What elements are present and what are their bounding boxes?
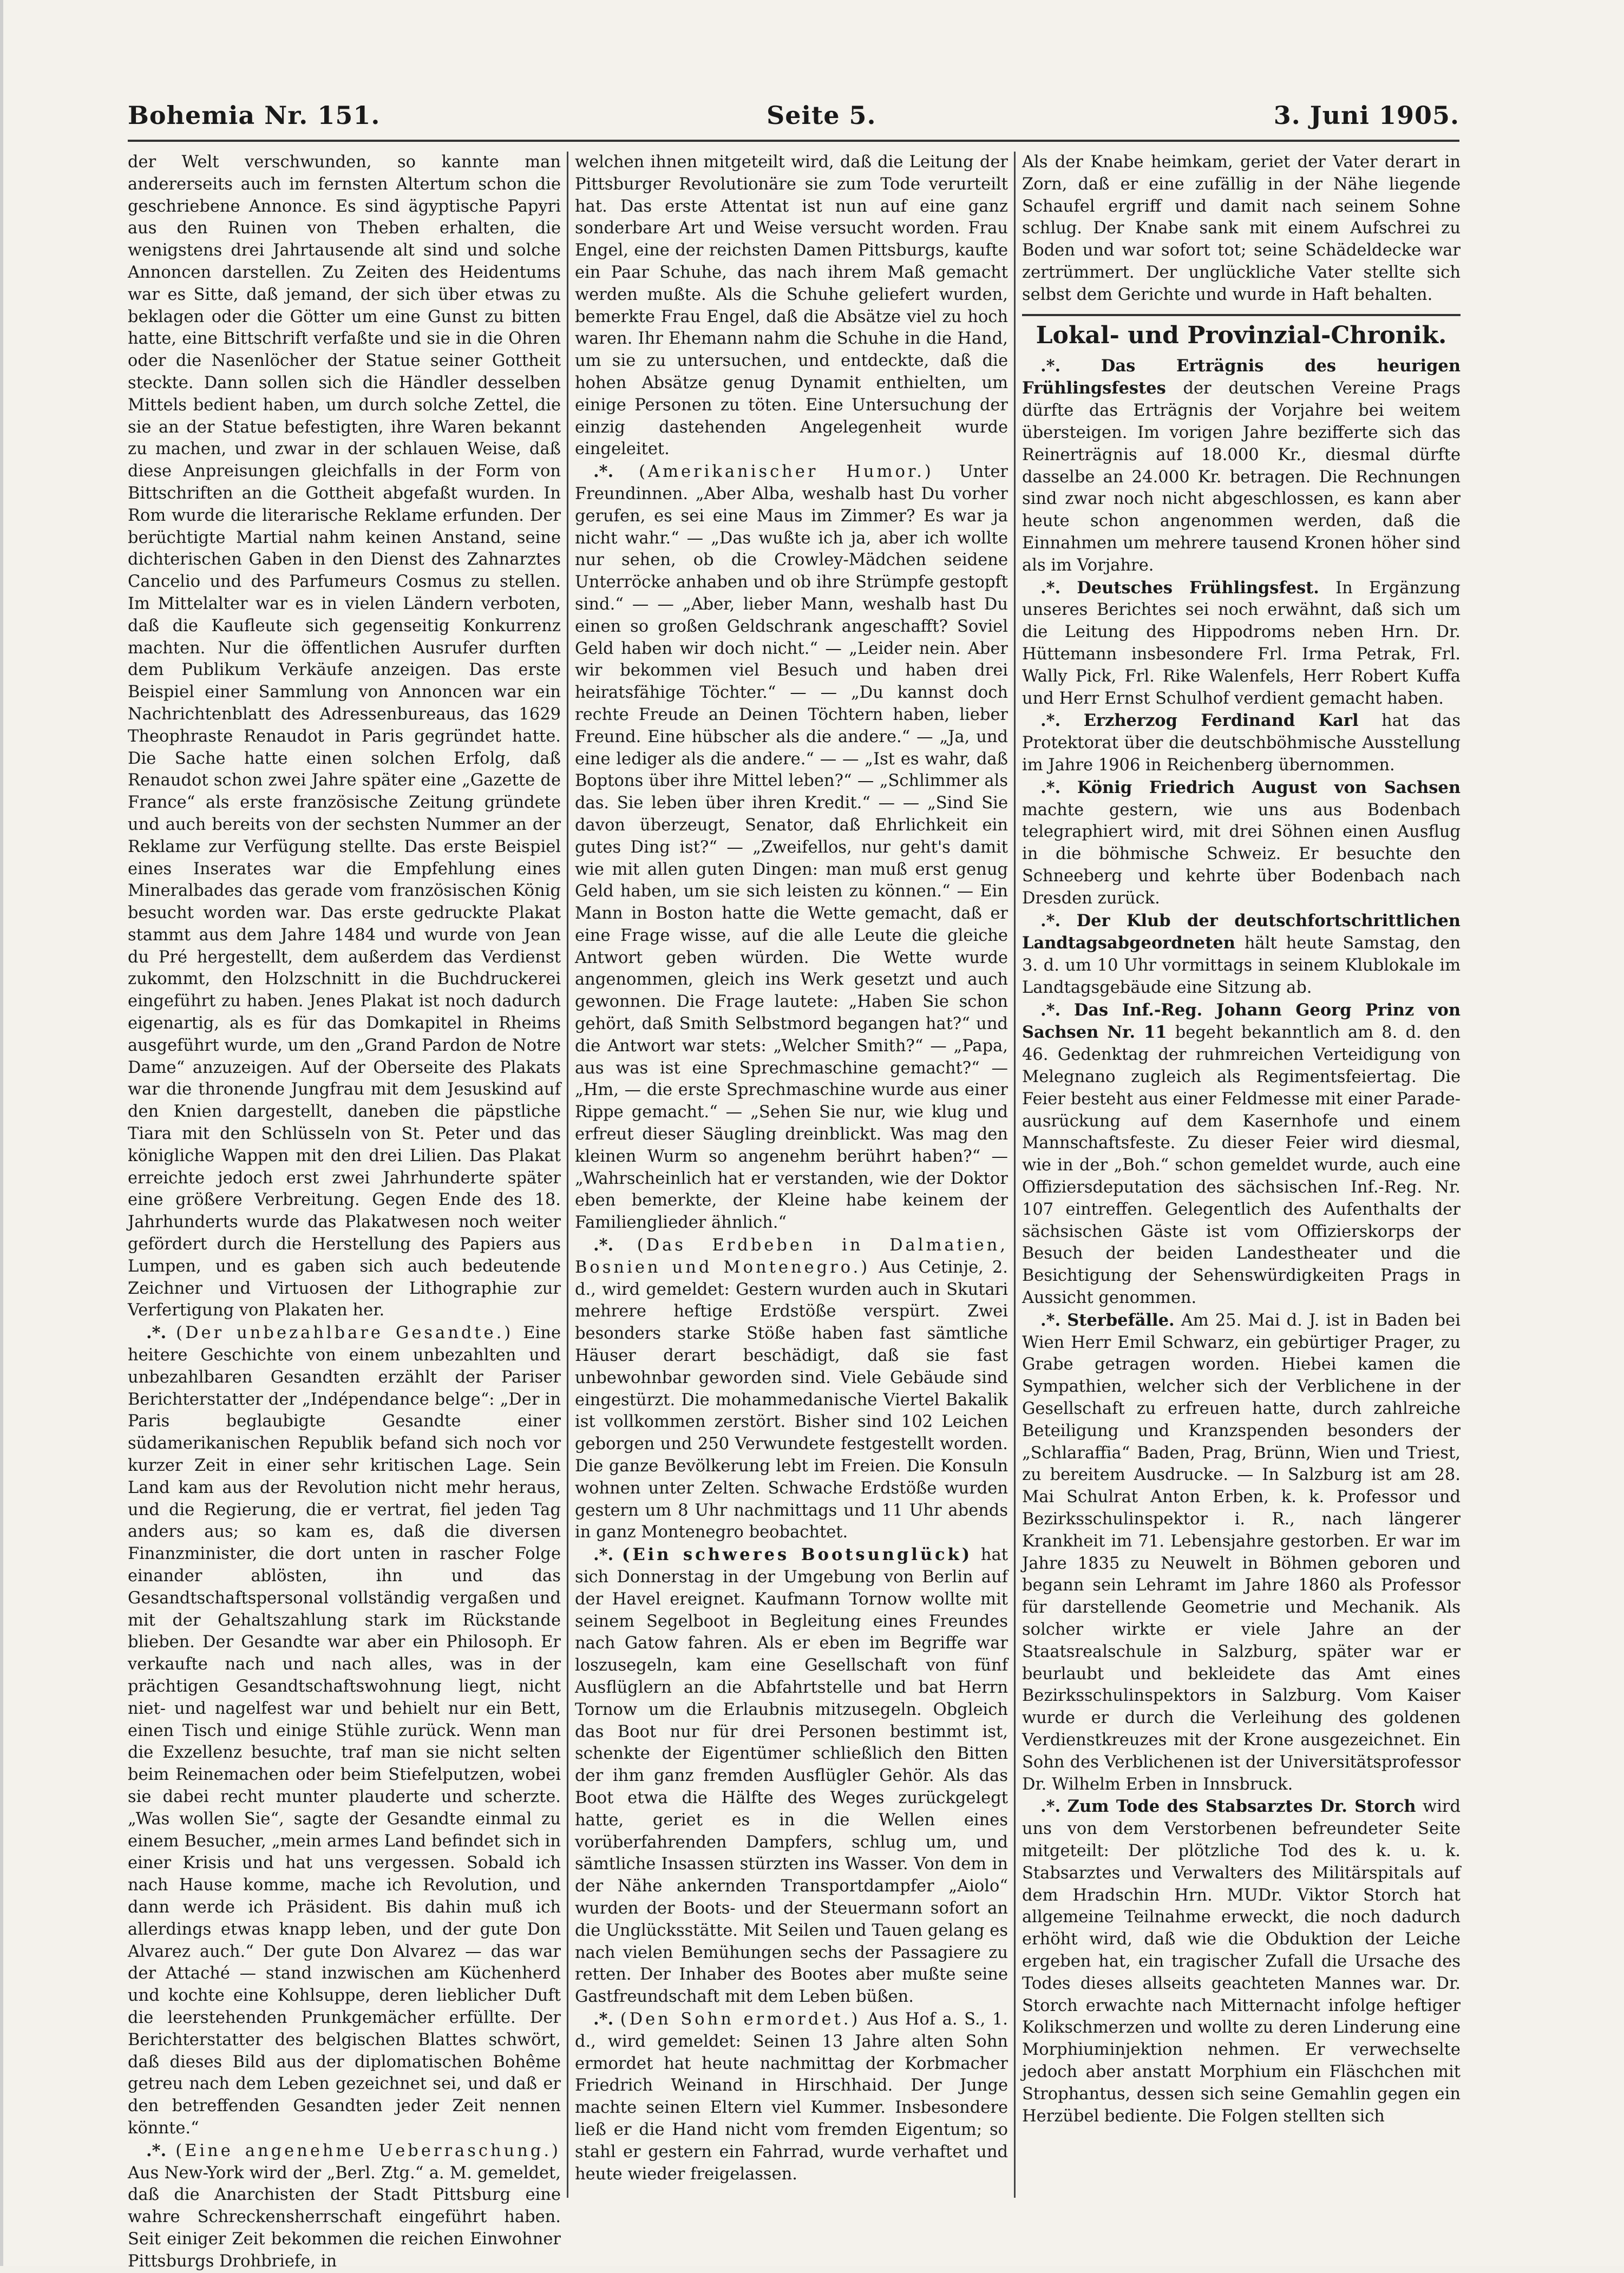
article: .*. (Den Sohn ermordet.) Aus Hof a. S., 1. d., wird gemeldet: Seinen 13 Jahre alten Sohn ermordet hat heute nachmittag der Korbmacher Friedrich Weinand in Hirschhaid. Der Junge machte seinen Eltern viel Kummer. Insbesondere ließ er die Hand nicht vom fremden Eigentum; so stahl er gestern ein Fahrrad, wurde verhaftet und heute wieder freigelassen. <box>575 2009 1008 2184</box>
article: .*. Der Klub der deutschfortschrittlichen Landtagsabgeordneten hält heute Samstag, den 3. d. um 10 Uhr vormittags in seinem Klublokale im Landtagsgebäude eine Sitzung ab. <box>1022 910 1461 997</box>
article-text: der deutschen Vereine Prags dürfte das Erträgnis der Vorjahre bei weitem übersteigen. Im vorigen Jahre bezifferte sich das Reinerträgnis auf 18.000 Kr., diesmal dürfte dasselbe an 24.000 Kr. betragen. Die Rechnungen sind zwar noch nicht abgeschlossen, es kann aber heute schon angenommen werden, daß die Einnahmen um mehrere tausend Kronen höher sind als im Vorjahre. <box>1022 379 1461 575</box>
article-heading: Das Erträgnis des heurigen Frühlingsfestes <box>1022 356 1461 398</box>
article: .*. Das Erträgnis des heurigen Frühlingsfestes der deutschen Vereine Prags dürfte das Erträgnis der Vorjahre bei weitem übersteigen. Im vorigen Jahre bezifferte sich das Reinerträgnis auf 18.000 Kr., diesmal dürfte dasselbe an 24.000 Kr. betragen. Die Rechnungen sind zwar noch nicht abgeschlossen, es kann aber heute schon angenommen werden, daß die Einnahmen um mehrere tausend Kronen höher sind als im Vorjahre. <box>1022 356 1461 575</box>
article-heading: Sterbefälle. <box>1067 1310 1175 1330</box>
header-rule <box>128 140 1459 142</box>
article-text: Am 25. Mai d. J. ist in Baden bei Wien Herr Emil Schwarz, ein gebürtiger Prager, zu Grabe getragen worden. Hiebei kamen die Sympathien, welcher sich der Verblichene in der Gesellschaft zu erfreuen hatte, durch zahlreiche Beteiligung und Kranzspenden besonders der „Schlaraffia“ Baden, Prag, Brünn, Wien und Triest, zu bereitem Ausdrucke. — In Salzburg ist am 28. Mai Schulrat Anton Erben, k. k. Professor und Bezirksschulinspektor i. R., nach längerer Krankheit im 71. Lebensjahre gestorben. Er war im Jahre 1835 zu Neuwelt in Böhmen geboren und begann sein Lehramt im Jahre 1860 als Professor für darstellende Geometrie und Mechanik. Als solcher wirkte er viele Jahre an der Staatsrealschule in Salzburg, später war er beurlaubt und bekleidete das Amt eines Bezirksschulinspektors in Salzburg. Vom Kaiser wurde er durch die Verleihung des goldenen Verdienstkreuzes mit der Krone ausgezeichnet. Ein Sohn des Verblichenen ist der Universitätsprofessor Dr. Wilhelm Erben in Innsbruck. <box>1022 1311 1461 1794</box>
article: .*. Erzherzog Ferdinand Karl hat das Protektorat über die deutschböhmische Ausstellung im Jahre 1906 in Reichenberg übernommen. <box>1022 711 1461 775</box>
article: .*. (Der unbezahlbare Gesandte.) Eine heitere Geschichte von einem unbezahlten und unbezahlbaren Gesandten erzählt der Pariser Berichterstatter der „Indépendance belge“: „Der in Paris beglaubigte Gesandte einer südamerikanischen Republik befand sich noch vor kurzer Zeit in einer sehr kritischen Lage. Sein Land kam aus der Revolution nicht mehr heraus, und die Regierung, die er vertrat, fiel jeden Tag anders aus; so kam es, daß die diversen Finanzminister, die dort unten in rascher Folge einander ablösten, ihn und das Gesandtschaftspersonal vollständig vergaßen und mit der Gehaltszahlung stark im Rückstande blieben. Der Gesandte war aber ein Philosoph. Er verkaufte nach und nach alles, was in der prächtigen Gesandtschaftswohnung liegt, nicht niet- und nagelfest war und behielt nur ein Bett, einen Tisch und einige Stühle zurück. Wenn man die Exzellenz besuchte, traf man sie nicht selten beim Reinemachen oder beim Stiefelputzen, wobei sie dabei recht munter plauderte und scherzte. „Was wollen Sie“, sagte der Gesandte einmal zu einem Besucher, „mein armes Land befindet sich in einer Krisis und hat uns vergessen. Sobald ich nach Hause komme, mache ich Revolution, und dann werde ich Präsident. Bis dahin muß ich allerdings etwas knapp leben, und der gute Don Alvarez auch.“ Der gute Don Alvarez — das war der Attaché — stand inzwischen am Küchenherd und kochte eine Kohlsuppe, deren lieblicher Duft die leerstehenden Prunkgemächer erfüllte. Der Berichterstatter des belgischen Blattes schwört, daß dieses Bild aus der diplomatischen Bohême getreu nach dem Leben gezeichnet sei, und daß er den betreffenden Gesandten jeder Zeit nennen könnte.“ <box>128 1323 561 2138</box>
article-heading: Der Klub der deutschfortschrittlichen Landtagsabgeordneten <box>1022 910 1461 953</box>
column-1 <box>128 152 561 2271</box>
article-text: begeht bekanntlich am 8. d. den 46. Gedenktag der ruhmreichen Verteidigung von Melegnano zugleich als Regimentsfeiertag. Die Feier besteht aus einer Feldmesse mit einer Parade-ausrückung auf dem Kasernhofe und einem Mannschaftsfeste. Zu dieser Feier wird diesmal, wie in der „Boh.“ schon gemeldet wurde, auch eine Offiziersdeputation des sächsischen Inf.-Reg. Nr. 107 eintreffen. Gelegentlich des Aufenthalts der sächsischen Gäste ist vom Offizierskorps der Besuch der beiden Landestheater und die Besichtigung der Sehenswürdigkeiten Prags in Aussicht genommen. <box>1022 1023 1461 1308</box>
issue-date: 3. Juni 1905. <box>1273 101 1459 130</box>
article-text: der Welt verschwunden, so kannte man andererseits auch im fernsten Altertum schon die geschriebene Annonce. Es sind ägyptische Papyri aus den Ruinen von Theben erhalten, die wenigstens drei Jahrtausende alt sind und solche Annoncen darstellen. Zu Zeiten des Heidentums war es Sitte, daß jemand, der sich über etwas zu beklagen oder die Götter um eine Gunst zu bitten hatte, eine Bittschrift verfaßte und sie in die Ohren oder die Nasenlöcher der Statue seiner Gottheit steckte. Dann sollen sich die Händler desselben Mittels bedient haben, um durch solche Zettel, die sie an der Statue befestigten, ihre Waren bekannt zu machen, und zwar in der schlauen Weise, daß diese Anpreisungen gleichfalls in der Form von Bittschriften an die Gottheit abgefaßt wurden. In Rom wurde die literarische Reklame erfunden. Der berüchtigte Martial nahm keinen Anstand, seine dichterischen Gaben in den Dienst des Zahnarztes Cancelio und des Parfumeurs Cosmus zu stellen. Im Mittelalter war es in vielen Ländern verboten, daß die Kaufleute sich gegenseitig Konkurrenz machten. Nur die öffentlichen Ausrufer durften dem Publikum Verkäufe anzeigen. Das erste Beispiel einer Sammlung von Annoncen war ein Nachrichtenblatt des Adressenbureaus, das 1629 Theophraste Renaudot in Paris gegründet hatte. Die Sache hatte einen solchen Erfolg, daß Renaudot schon zwei Jahre später eine „Gazette de France“ als erste französische Zeitung gründete und auch bereits von der sechsten Nummer an der Reklame zur Verfügung stellte. Das erste Beispiel eines Inserates war die Empfehlung eines Mineralbades das gerade vom französischen König besucht worden war. Das erste gedruckte Plakat stammt aus dem Jahre 1484 und wurde von Jean du Pré hergestellt, dem außerdem das Verdienst zukommt, den Holzschnitt in die Buchdruckerei eingeführt zu haben. Jenes Plakat ist noch dadurch eigenartig, als es für das Domkapitel in Rheims ausgeführt wurde, um den „Grand Pardon de Notre Dame“ anzuzeigen. Auf der Oberseite des Plakats war die thronende Jungfrau mit dem Jesuskind auf den Knien dargestellt, daneben die päpstliche Tiara mit den Schlüsseln von St. Peter und das königliche Wappen mit den drei Lilien. Das Plakat erreichte jedoch erst zwei Jahrhunderte später eine größere Verbreitung. Gegen Ende des 18. Jahrhunderts wurde das Plakatwesen noch weiter gefördert durch die Herstellung des Papiers aus Lumpen, und es gaben sich auch bedeutende Zeichner und Virtuosen der Lithographie zur Verfertigung von Plakaten her. <box>128 153 561 1320</box>
page-header <box>128 101 1459 141</box>
section-heading: Lokal- und Provinzial-Chronik. <box>1022 314 1461 351</box>
article: .*. (Amerikanischer Humor.) Unter Freundinnen. „Aber Alba, weshalb hast Du vorher gerufen, es sei eine Maus im Zimmer? Es war ja nicht wahr.“ — „Das wußte ich ja, aber ich wollte nur sehen, ob die Crowley-Mädchen seidene Unterröcke anhaben und ob ihre Strümpfe gestopft sind.“ — — „Aber, lieber Mann, weshalb hast Du einen so großen Geldschrank angeschafft? Soviel Geld haben wir doch nicht.“ — „Leider nein. Aber wir bekommen viel Besuch und haben drei heiratsfähige Töchter.“ — — „Du kannst doch rechte Freude an Deinen Töchtern haben, lieber Freund. Eine hübscher als die andere.“ — „Ja, und eine lediger als die andere.“ — — „Ist es wahr, daß Boptons über ihre Mittel leben?“ — „Schlimmer als das. Sie leben über ihren Kredit.“ — — „Sind Sie davon überzeugt, Senator, daß Ehrlichkeit ein gutes Ding ist?“ — „Zweifellos, nur geht's damit wie mit allen guten Dingen: man muß erst genug Geld haben, um sie sich leisten zu können.“ — Ein Mann in Boston hatte die Wette gemacht, daß er eine Frage wisse, auf die alle Leute die gleiche Antwort geben würden. Die Wette wurde angenommen, gleich ins Werk gesetzt und auch gewonnen. Die Frage lautete: „Haben Sie schon gehört, daß Smith Selbstmord begangen hat?“ und die Antwort war stets: „Welcher Smith?“ — „Papa, aus was ist eine Sprechmaschine gemacht?“ — „Hm, — die erste Sprechmaschine wurde aus einer Rippe gemacht.“ — „Sehen Sie nur, wie klug und erfreut dieser Säugling dreinblickt. Was mag den kleinen Wurm so angenehm berührt haben?“ — „Wahrscheinlich hat er verstanden, wie der Doktor eben bemerkte, der Kleine habe keinem der Familienglieder ähnlich.“ <box>575 462 1008 1233</box>
article-heading: Erzherzog Ferdinand Karl <box>1083 711 1359 731</box>
article-heading: (Amerikanischer Humor.) <box>639 462 934 482</box>
article-text: Als der Knabe heimkam, geriet der Vater derart in Zorn, daß er eine zufällig in der Nähe liegende Schaufel ergriff und damit nach seinem Sohne schlug. Der Knabe sank mit einem Aufschrei zu Boden und war sofort tot; seine Schädeldecke war zertrümmert. Der unglückliche Vater stellte sich selbst dem Gerichte und wurde in Haft behalten. <box>1022 153 1461 304</box>
article-heading: (Der unbezahlbare Gesandte.) <box>176 1324 514 1343</box>
article: .*. Deutsches Frühlingsfest. In Ergänzung unseres Berichtes sei noch erwähnt, daß sich um die Leitung des Hippodroms neben Hrn. Dr. Hüttemann insbesondere Frl. Irma Petrak, Frl. Wally Pick, Frl. Rike Walenfels, Herr Robert Kuffa und Herr Ernst Schulhof verdient gemacht haben. <box>1022 578 1461 708</box>
article-heading: (Ein schweres Bootsunglück) <box>621 1545 973 1565</box>
article-text: Aus Cetinje, 2. d., wird gemeldet: Gestern wurden auch in Skutari mehrere heftige Erdstöße verspürt. Zwei besonders starke Stöße haben fast sämtliche Häuser derart beschädigt, daß sie fast unbewohnbar geworden sind. Viele Gebäude sind eingestürzt. Die mohammedanische Viertel Bakalik ist vollkommen zerstört. Bisher sind 102 Leichen geborgen und 250 Verwundete festgestellt worden. Die ganze Bevölkerung lebt im Freien. Die Konsuln wohnen unter Zelten. Schwache Erdstöße wurden gestern um 8 Uhr nachmittags und 11 Uhr abends in ganz Montenegro beobachtet. <box>575 1257 1008 1542</box>
article: .*. Das Inf.-Reg. Johann Georg Prinz von Sachsen Nr. 11 begeht bekanntlich am 8. d. den 46. Gedenktag der ruhmreichen Verteidigung von Melegnano zugleich als Regimentsfeiertag. Die Feier besteht aus einer Feldmesse mit einer Parade-ausrückung auf dem Kasernhofe und einem Mannschaftsfeste. Zu dieser Feier wird diesmal, wie in der „Boh.“ schon gemeldet wurde, auch eine Offiziersdeputation des sächsischen Inf.-Reg. Nr. 107 eintreffen. Gelegentlich des Aufenthalts der sächsischen Gäste ist vom Offizierskorps der Besuch der beiden Landestheater und die Besichtigung der Sehenswürdigkeiten Prags in Aussicht genommen. <box>1022 1000 1461 1308</box>
article-text: hat das Protektorat über die deutschböhmische Ausstellung im Jahre 1906 in Reichenberg übernommen. <box>1022 711 1461 775</box>
article-text: Eine heitere Geschichte von einem unbezahlten und unbezahlbaren Gesandten erzählt der Pariser Berichterstatter der „Indépendance belge“: „Der in Paris beglaubigte Gesandte einer südamerikanischen Republik befand sich noch vor kurzer Zeit in einer sehr kritischen Lage. Sein Land kam aus der Revolution nicht mehr heraus, und die Regierung, die er vertrat, fiel jeden Tag anders aus; so kam es, daß die diversen Finanzminister, die dort unten in rascher Folge einander ablösten, ihn und das Gesandtschaftspersonal vollständig vergaßen und mit der Gehaltszahlung stark im Rückstande blieben. Der Gesandte war aber ein Philosoph. Er verkaufte nach und nach alles, was in der prächtigen Gesandtschaftswohnung liegt, nicht niet- und nagelfest war und behielt nur ein Bett, einen Tisch und einige Stühle zurück. Wenn man die Exzellenz besuchte, traf man sie nicht selten beim Reinemachen oder beim Stiefelputzen, wobei sie dabei recht munter plauderte und scherzte. „Was wollen Sie“, sagte der Gesandte einmal zu einem Besucher, „mein armes Land befindet sich in einer Krisis und hat uns vergessen. Sobald ich nach Hause komme, mache ich Revolution, und dann werde ich Präsident. Bis dahin muß ich allerdings etwas knapp leben, und der gute Don Alvarez auch.“ Der gute Don Alvarez — das war der Attaché — stand inzwischen am Küchenherd und kochte eine Kohlsuppe, deren lieblicher Duft die leerstehenden Prunkgemächer erfüllte. Der Berichterstatter des belgischen Blattes schwört, daß dieses Bild aus der diplomatischen Bohême getreu nach dem Leben gezeichnet sei, und daß er den betreffenden Gesandten jeder Zeit nennen könnte.“ <box>128 1324 561 2138</box>
article: .*. Zum Tode des Stabsarztes Dr. Storch wird uns von dem Verstorbenen befreundeter Seite mitgeteilt: Der plötzliche Tod des k. u. k. Stabsarztes und Verwalters des Militärspitals auf dem Hradschin Hrn. MUDr. Viktor Storch hat allgemeine Teilnahme erweckt, die noch dadurch erhöht wird, daß wie die Obduktion der Leiche ergeben hat, ein tragischer Zufall die Ursache des Todes dieses allseits geachteten Mannes war. Dr. Storch erwachte nach Mitternacht infolge heftiger Kolikschmerzen und wollte zu deren Linderung eine Morphiuminjektion nehmen. Er verwechselte jedoch aber anstatt Morphium ein Fläschchen mit Strophantus, dessen sich seine Gemahlin gegen ein Herzübel bediente. Die Folgen stellten sich <box>1022 1797 1461 2126</box>
article-text: hat sich Donnerstag in der Umgebung von Berlin auf der Havel ereignet. Kaufmann Tornow wollte mit seinem Segelboot in Begleitung eines Freundes nach Gatow fahren. Als er eben im Begriffe war loszusegeln, kam eine Gesellschaft von fünf Ausflüglern an die Abfahrtstelle und bat Herrn Tornow um die Erlaubnis mitzusegeln. Obgleich das Boot nur für drei Personen bestimmt ist, schenkte der Eigentümer schließlich den Bitten der ihm ganz fremden Ausflügler Gehör. Als das Boot etwa die Hälfte des Weges zurückgelegt hatte, geriet es in die Wellen eines vorüberfahrenden Dampfers, schlug um, und sämtliche Insassen stürzten ins Wasser. Von dem in der Nähe ankernden Transportdampfer „Aiolo“ wurden der Boots- und der Steuermann sofort an die Unglücksstätte. Mit Seilen und Tauen gelang es nach vielen Bemühungen sechs der Passagiere zu retten. Der Inhaber des Bootes aber mußte seine Gastfreundschaft mit dem Leben büßen. <box>575 1545 1009 2007</box>
column-2 <box>575 152 1008 2198</box>
column-3 <box>1022 152 1461 2198</box>
article-heading: König Friedrich August von Sachsen <box>1077 777 1461 797</box>
left-page-edge <box>0 0 3 2266</box>
page-number: Seite 5. <box>767 101 876 130</box>
article-heading: Zum Tode des Stabsarztes Dr. Storch <box>1067 1797 1416 1817</box>
article-heading: (Eine angenehme Ueberraschung.) <box>175 2141 561 2160</box>
article: .*. Sterbefälle. Am 25. Mai d. J. ist in Baden bei Wien Herr Emil Schwarz, ein gebürtiger Prager, zu Grabe getragen worden. Hiebei kamen die Sympathien, welcher sich der Verblichene in der Gesellschaft zu erfreuen hatte, durch zahlreiche Beteiligung und Kranzspenden besonders der „Schlaraffia“ Baden, Prag, Brünn, Wien und Triest, zu bereitem Ausdrucke. — In Salzburg ist am 28. Mai Schulrat Anton Erben, k. k. Professor und Bezirksschulinspektor i. R., nach längerer Krankheit im 71. Lebensjahre gestorben. Er war im Jahre 1835 zu Neuwelt in Böhmen geboren und begann sein Lehramt im Jahre 1860 als Professor für darstellende Geometrie und Mechanik. Als solcher wirkte er viele Jahre an der Staatsrealschule in Salzburg, später war er beurlaubt und bekleidete das Amt eines Bezirksschulinspektors in Salzburg. Vom Kaiser wurde er durch die Verleihung des goldenen Verdienstkreuzes mit der Krone ausgezeichnet. Ein Sohn des Verblichenen ist der Universitätsprofessor Dr. Wilhelm Erben in Innsbruck. <box>1022 1310 1461 1794</box>
article-heading: (Den Sohn ermordet.) <box>620 2009 861 2029</box>
paper-issue: Bohemia Nr. 151. <box>128 101 381 130</box>
article-text: welchen ihnen mitgeteilt wird, daß die Leitung der Pittsburger Revolutionäre sie zum Tode verurteilt hat. Das erste Attentat ist nun auf eine ganz sonderbare Art und Weise versucht worden. Frau Engel, eine der reichsten Damen Pittsburgs, kaufte ein Paar Schuhe, das nach ihrem Maß gemacht werden mußte. Als die Schuhe geliefert wurden, bemerkte Frau Engel, daß die Absätze viel zu hoch waren. Ihr Ehemann nahm die Schuhe in die Hand, um sie zu untersuchen, und entdeckte, daß die hohen Absätze genug Dynamit enthielten, um einige Personen zu töten. Eine Untersuchung der einzig dastehenden Angelegenheit wurde eingeleitet. <box>575 153 1008 459</box>
column-divider-2 <box>1014 152 1016 2198</box>
article: .*. (Eine angenehme Ueberraschung.) Aus New-York wird der „Berl. Ztg.“ a. M. gemeldet, daß die Anarchisten der Stadt Pittsburg eine wahre Schreckensherrschaft eingeführt haben. Seit einiger Zeit bekommen die reichen Einwohner Pittsburgs Drohbriefe, in <box>128 2140 561 2271</box>
column-divider-1 <box>567 152 568 2198</box>
article: .*. (Ein schweres Bootsunglück) hat sich Donnerstag in der Umgebung von Berlin auf der Havel ereignet. Kaufmann Tornow wollte mit seinem Segelboot in Begleitung eines Freundes nach Gatow fahren. Als er eben im Begriffe war loszusegeln, kam eine Gesellschaft von fünf Ausflüglern an die Abfahrtstelle und bat Herrn Tornow um die Erlaubnis mitzusegeln. Obgleich das Boot nur für drei Personen bestimmt ist, schenkte der Eigentümer schließlich den Bitten der ihm ganz fremden Ausflügler Gehör. Als das Boot etwa die Hälfte des Weges zurückgelegt hatte, geriet es in die Wellen eines vorüberfahrenden Dampfers, schlug um, und sämtliche Insassen stürzten ins Wasser. Von dem in der Nähe ankernden Transportdampfer „Aiolo“ wurden der Boots- und der Steuermann sofort an die Unglücksstätte. Mit Seilen und Tauen gelang es nach vielen Bemühungen sechs der Passagiere zu retten. Der Inhaber des Bootes aber mußte seine Gastfreundschaft mit dem Leben büßen. <box>575 1545 1009 2007</box>
article-text: machte gestern, wie uns aus Bodenbach telegraphiert wird, mit drei Söhnen einen Ausflug in die böhmische Schweiz. Er besuchte den Schneeberg und kehrte über Bodenbach nach Dresden zurück. <box>1022 800 1461 908</box>
article-text: Aus Hof a. S., 1. d., wird gemeldet: Seinen 13 Jahre alten Sohn ermordet hat heute nachmittag der Korbmacher Friedrich Weinand in Hirschhaid. Der Junge machte seinen Eltern viel Kummer. Insbesondere ließ er die Hand nicht vom fremden Eigentum; so stahl er gestern ein Fahrrad, wurde verhaftet und heute wieder freigelassen. <box>575 2009 1008 2184</box>
article: .*. König Friedrich August von Sachsen machte gestern, wie uns aus Bodenbach telegraphiert wird, mit drei Söhnen einen Ausflug in die böhmische Schweiz. Er besuchte den Schneeberg und kehrte über Bodenbach nach Dresden zurück. <box>1022 777 1461 908</box>
article: .*. (Das Erdbeben in Dalmatien, Bosnien und Montenegro.) Aus Cetinje, 2. d., wird gemeldet: Gestern wurden auch in Skutari mehrere heftige Erdstöße verspürt. Zwei besonders starke Stöße haben fast sämtliche Häuser derart beschädigt, daß sie fast unbewohnbar geworden sind. Viele Gebäude sind eingestürzt. Die mohammedanische Viertel Bakalik ist vollkommen zerstört. Bisher sind 102 Leichen geborgen und 250 Verwundete festgestellt worden. Die ganze Bevölkerung lebt im Freien. Die Konsuln wohnen unter Zelten. Schwache Erdstöße wurden gestern um 8 Uhr nachmittags und 11 Uhr abends in ganz Montenegro beobachtet. <box>575 1235 1008 1542</box>
article-heading: (Das Erdbeben in Dalmatien, Bosnien und Montenegro.) <box>575 1236 1008 1277</box>
article-text: Unter Freundinnen. „Aber Alba, weshalb hast Du vorher gerufen, es sei eine Maus im Zimmer? Es war ja nicht wahr.“ — „Das wußte ich ja, aber ich wollte nur sehen, ob die Crowley-Mädchen seidene Unterröcke anhaben und ob ihre Strümpfe gestopft sind.“ — — „Aber, lieber Mann, weshalb hast Du einen so großen Geldschrank angeschafft? Soviel Geld haben wir doch nicht.“ — „Leider nein. Aber wir bekommen viel Besuch und haben drei heiratsfähige Töchter.“ — — „Du kannst doch rechte Freude an Deinen Töchtern haben, lieber Freund. Eine hübscher als die andere.“ — „Ja, und eine lediger als die andere.“ — — „Ist es wahr, daß Boptons über ihre Mittel leben?“ — „Schlimmer als das. Sie leben über ihren Kredit.“ — — „Sind Sie davon überzeugt, Senator, daß Ehrlichkeit ein gutes Ding ist?“ — „Zweifellos, nur geht's damit wie mit allen guten Dingen: man muß erst genug Geld haben, um sie sich leisten zu können.“ — Ein Mann in Boston hatte die Wette gemacht, daß er eine Frage wisse, auf die alle Leute die gleiche Antwort geben würden. Die Wette wurde angenommen, gleich ins Werk gesetzt und auch gewonnen. Die Frage lautete: „Haben Sie schon gehört, daß Smith Selbstmord begangen hat?“ und die Antwort war stets: „Welcher Smith?“ — „Papa, aus was ist eine Sprechmaschine gemacht?“ — „Hm, — die erste Sprechmaschine wurde aus einer Rippe gemacht.“ — „Sehen Sie nur, wie klug und erfreut dieser Säugling dreinblickt. Was mag den kleinen Wurm so angenehm berührt haben?“ — „Wahrscheinlich hat er verstanden, wie der Doktor eben bemerkte, der Kleine habe keinem der Familienglieder ähnlich.“ <box>575 462 1008 1233</box>
article-text: hält heute Samstag, den 3. d. um 10 Uhr vormittags in seinem Klublokale im Landtagsgebäude eine Sitzung ab. <box>1022 934 1461 997</box>
article-text: wird uns von dem Verstorbenen befreundeter Seite mitgeteilt: Der plötzliche Tod des k. u. k. Stabsarztes und Verwalters des Militärspitals auf dem Hradschin Hrn. MUDr. Viktor Storch hat allgemeine Teilnahme erweckt, die noch dadurch erhöht wird, daß wie die Obduktion der Leiche ergeben hat, ein tragischer Zufall die Ursache des Todes dieses allseits geachteten Mannes war. Dr. Storch erwachte nach Mitternacht infolge heftiger Kolikschmerzen und wollte zu deren Linderung eine Morphiuminjektion nehmen. Er verwechselte jedoch aber anstatt Morphium ein Fläschchen mit Strophantus, dessen sich seine Gemahlin gegen ein Herzübel bediente. Die Folgen stellten sich <box>1022 1797 1461 2126</box>
article-heading: Das Inf.-Reg. Johann Georg Prinz von Sachsen Nr. 11 <box>1022 1000 1461 1043</box>
article-text: In Ergänzung unseres Berichtes sei noch erwähnt, daß sich um die Leitung des Hippodroms neben Hrn. Dr. Hüttemann insbesondere Frl. Irma Petrak, Frl. Wally Pick, Frl. Rike Walenfels, Herr Robert Kuffa und Herr Ernst Schulhof verdient gemacht haben. <box>1022 578 1461 708</box>
article-heading: Deutsches Frühlingsfest. <box>1077 578 1319 598</box>
article-text: Aus New-York wird der „Berl. Ztg.“ a. M. gemeldet, daß die Anarchisten der Stadt Pittsburg eine wahre Schreckensherrschaft eingeführt haben. Seit einiger Zeit bekommen die reichen Einwohner Pittsburgs Drohbriefe, in <box>128 2163 561 2271</box>
